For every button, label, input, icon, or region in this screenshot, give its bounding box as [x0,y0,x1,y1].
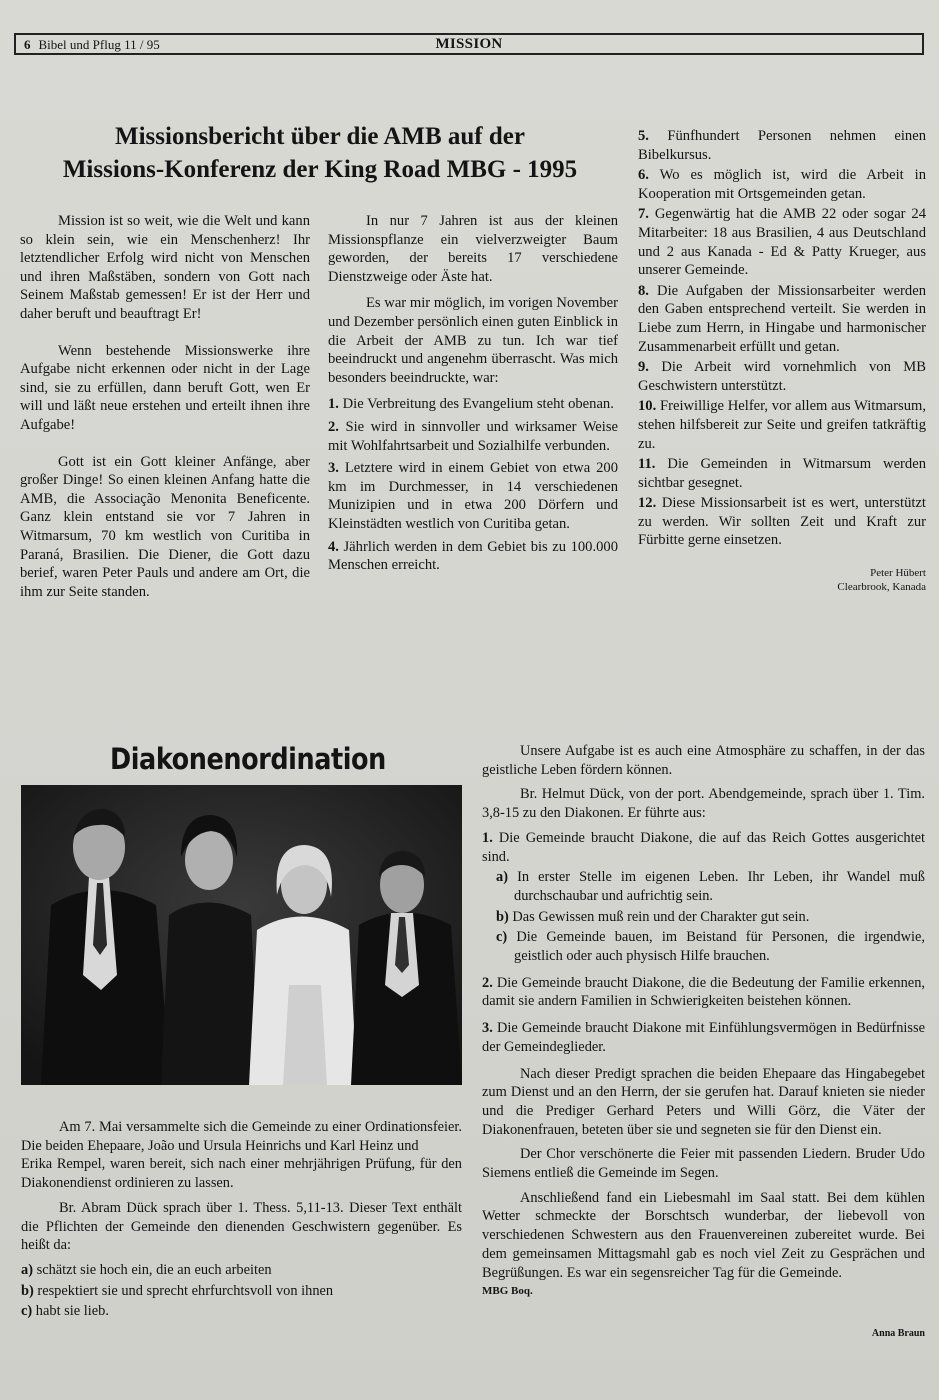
paragraph: Unsere Aufgabe ist es auch eine Atmosphäre zu schaffen, in der das geistliche Leben fördern können. [482,743,925,778]
article-title-line-2: Missions-Konferenz der King Road MBG - 1995 [62,156,578,183]
page-number: 6 [24,37,31,52]
sub-list-item: c) Die Gemeinde bauen, im Beistand für Personen, die irgendwie, geistlich oder auch physisch Hilfe brauchen. [496,929,925,965]
author-signature [638,566,926,594]
paragraph: Es war mir möglich, im vorigen November und Dezember persönlich einen guten Einblick in die Arbeit der AMB zu tun. Ich war tief beeindruckt und angenehm überrascht. Was mich besonders beeindruckte, war: [328,295,618,386]
article-column-1 [20,212,310,619]
list-item: 2. Die Gemeinde braucht Diakone, die die Bedeutung der Familie erkennen, damit sie andern Familien in Schwierigkeiten beistehen können. [482,974,925,1010]
paragraph: Am 7. Mai versammelte sich die Gemeinde zu einer Ordinationsfeier. Die beiden Ehepaare, João und Ursula Heinrichs und Karl Heinz und [21,1119,462,1154]
sub-list-item: b) Das Gewissen muß rein und der Charakter gut sein. [496,908,810,925]
article2-right-column [482,742,925,1301]
list-item: 9. Die Arbeit wird vornehmlich von MB Geschwistern unterstützt. [638,359,926,394]
paragraph: Br. Abram Dück sprach über 1. Thess. 5,11-13. Dieser Text enthält die Pflichten der Gemeinde den dienenden Geschwistern gegenüber. Es heißt da: [21,1199,462,1254]
group-photo [21,785,462,1085]
list-item: 10. Freiwillige Helfer, vor allem aus Witmarsum, stehen hilfsbereit zur Seite und greifen tatkräftig zu. [638,398,926,452]
author-name: Peter Hübert [870,567,926,580]
list-item: 2. Sie wird in sinnvoller und wirksamer Weise mit Wohlfahrtsarbeit und Sozialhilfe verbunden. [328,418,619,454]
page-header [14,33,924,55]
paragraph: Anschließend fand ein Liebesmahl im Saal statt. Bei dem kühlen Wetter schmeckte der Borschtsch wunderbar, der liebevoll von verschiedenen Schwestern aus den Frauenvereinen zubereitet wurde. Bei dem gemeinsamen Mittagsmahl gab es noch viel Zeit zu Gesprächen und Begrüßungen. Es war ein segensreicher Tag für die Gemeinde. [482,1189,925,1281]
list-item: c) habt sie lieb. [21,1303,109,1320]
list-item: 12. Diese Missionsarbeit ist es wert, unterstützt zu werden. Wir sollten Zeit und Kraft zur Fürbitte gerne einsetzen. [638,495,926,549]
source-label: MBG Boq. [482,1285,533,1298]
paragraph: Erika Rempel, waren bereit, sich nach einer mehrjährigen Prüfung, für den Diakonendienst ordinieren zu lassen. [21,1156,462,1192]
sub-list-item: a) In erster Stelle im eigenen Leben. Ihr Leben, ihr Wandel muß durchschaubar und aufrichtig sein. [496,869,925,904]
list-item: 4. Jährlich werden in dem Gebiet bis zu 100.000 Menschen erreicht. [328,538,619,574]
author-place: Clearbrook, Kanada [837,581,926,594]
list-item: 3. Letztere wird in einem Gebiet von etwa 200 km im Durchmesser, in 14 verschiedenen Munizipien und in etwa 200 Dörfern und Kleinstädten westlich von Curitiba getan. [328,460,618,532]
paragraph: In nur 7 Jahren ist aus der kleinen Missionspflanze ein vielverzweigter Baum geworden, der bereits 17 verschiedene Dienstzweige oder Äste hat. [328,213,618,285]
article2-title: Diakonenordination [110,742,386,776]
paragraph: Wenn bestehende Missionswerke ihre Aufgabe nicht erkennen oder nicht in der Lage sind, sie zu erfüllen, dann beruft Gott, wen Er will und läßt neue erstehen und erteilt ihnen ihre Aufgabe! [20,342,310,433]
article2-left-column [21,1118,462,1323]
list-item: 6. Wo es möglich ist, wird die Arbeit in Kooperation mit Ortsgemeinden getan. [638,167,926,202]
list-item: a) schätzt sie hoch ein, die an euch arbeiten [21,1261,272,1278]
paragraph: Br. Helmut Dück, von der port. Abendgemeinde, sprach über 1. Tim. 3,8-15 zu den Diakonen. Er führte aus: [482,786,925,822]
section-title: MISSION [435,36,503,52]
list-item: 8. Die Aufgaben der Missionsarbeiter werden den Gaben entsprechend verteilt. Sie werden in Liebe zum Herrn, in Hingabe und harmonischer Zusammenarbeit erfüllt und getan. [638,282,926,355]
publication-name: Bibel und Pflug 11 / 95 [38,37,160,52]
points-list [328,395,618,574]
group-photo-illustration [21,785,462,1085]
paragraph: Mission ist so weit, wie die Welt und kann so klein sein, wie ein Menschenherz! Ihr letztendlicher Erfolg wird nicht von Menschen und ihren Maßstäben, sondern von Gott nach Seinem Maßstab gemessen! Er ist der Herr und daher beruft und beauftragt Er! [20,213,310,322]
article-column-2 [328,212,618,579]
list-item: 3. Die Gemeinde braucht Diakone mit Einfühlungsvermögen in Bedürfnisse der Gemeindeglieder. [482,1020,925,1055]
article-column-3 [638,127,926,594]
list-item: 7. Gegenwärtig hat die AMB 22 oder sogar 24 Mitarbeiter: 18 aus Brasilien, 4 aus Deutschland und 2 aus Kanada - Ed & Patty Krueger, aus unserer Gemeinde. [638,206,926,279]
author-signature-2: Anna Braun [871,1328,925,1339]
list-item: 5. Fünfhundert Personen nehmen einen Bibelkursus. [638,128,926,163]
article-title [20,120,620,186]
list-item: 1. Die Gemeinde braucht Diakone, die auf das Reich Gottes ausgerichtet sind. [482,829,925,865]
list-item: b) respektiert sie und sprecht ehrfurchtsvoll von ihnen [21,1282,334,1299]
list-item: 1. Die Verbreitung des Evangelium steht obenan. [328,396,614,413]
paragraph: Gott ist ein Gott kleiner Anfänge, aber großer Dinge! So einen kleinen Anfang hatte die AMB, die Associação Menonita Beneficente. Ganz klein entstand sie vor 7 Jahren in Witmarsum, 70 km westlich von Curitiba in Paraná, Brasilien. Die Diener, die Gott dazu berief, waren Peter Pauls und andere am Ort, die ihm zur Seite standen. [20,453,310,600]
paragraph: Nach dieser Predigt sprachen die beiden Ehepaare das Hingabegebet zum Dienst und an den Herrn, der sie gerufen hat. Darauf knieten sie nieder und die Prediger Gerhard Peters und Willi Görz, die Väter der Diakonenfrauen, beteten über sie und segneten sie für den Dienst ein. [482,1065,925,1138]
article-title-line-1: Missionsbericht über die AMB auf der [115,123,525,150]
list-item: 11. Die Gemeinden in Witmarsum werden sichtbar gesegnet. [638,456,926,491]
paragraph: Der Chor verschönerte die Feier mit passenden Liedern. Bruder Udo Siemens entließ die Gemeinde im Segen. [482,1146,925,1182]
